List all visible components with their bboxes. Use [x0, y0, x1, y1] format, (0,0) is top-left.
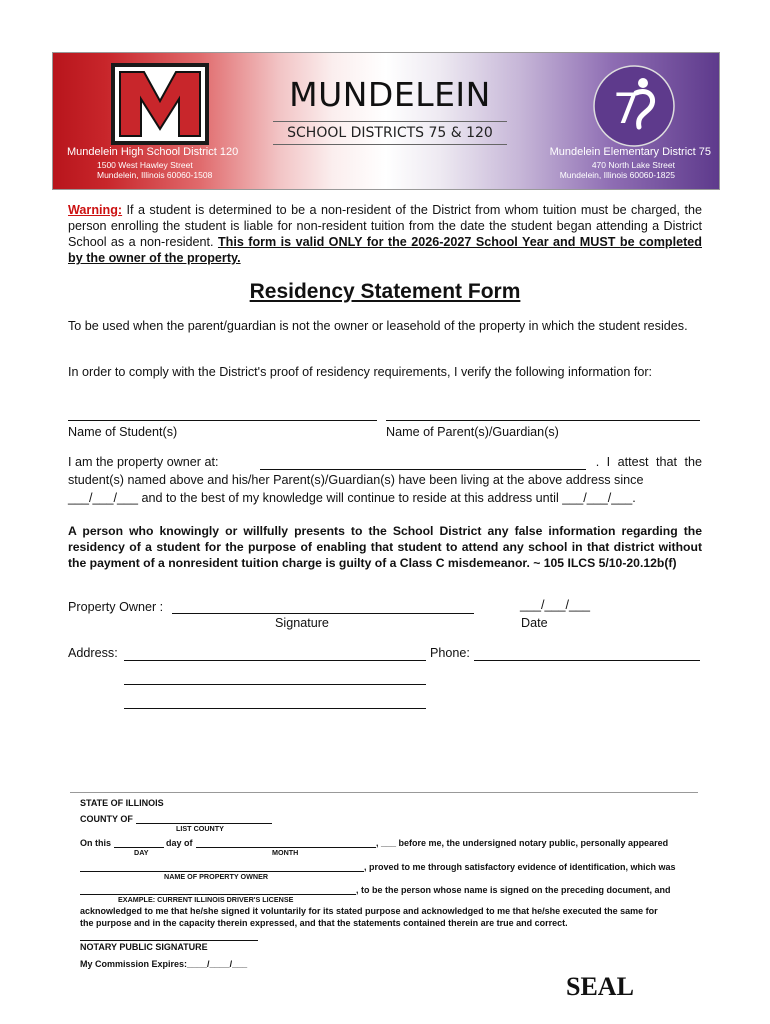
high-school-street: 1500 West Hawley Street: [97, 160, 193, 170]
seal-label: SEAL: [566, 972, 634, 1001]
before-me-text: , ___ before me, the undersigned notary public, personally appeared: [376, 838, 669, 848]
address-field-line-3[interactable]: [124, 708, 426, 709]
proved-text: , proved to me through satisfactory evidence of identification, which was: [364, 862, 676, 872]
notary-divider: [70, 792, 698, 793]
district-banner: [52, 52, 720, 190]
acknowledgement-line-1: acknowledged to me that he/she signed it voluntarily for its stated purpose and acknowledged to me that he/she executed the same for: [80, 906, 658, 916]
elementary-city: Mundelein, Illinois 60060-1825: [559, 170, 675, 180]
high-school-name: Mundelein High School District 120: [67, 146, 239, 158]
warning-emphasis: This form is valid ONLY for the 2026-2027 School Year and MUST be completed by the owner of the property.: [68, 235, 702, 265]
warning-label: Warning:: [68, 203, 123, 217]
address-field-line-2[interactable]: [124, 684, 426, 685]
attest-dates[interactable]: ___/___/___ and to the best of my knowledge will continue to reside at this address until ___/___/___.: [68, 491, 636, 505]
elementary-district-name: Mundelein Elementary District 75: [549, 146, 711, 158]
elementary-district-address: [560, 160, 675, 180]
commission-expires[interactable]: My Commission Expires:____/____/___: [80, 959, 248, 969]
phone-label: Phone:: [430, 646, 470, 660]
parent-name-field[interactable]: [386, 420, 700, 421]
district-75-logo: [593, 65, 675, 147]
banner-subtitle: SCHOOL DISTRICTS 75 & 120: [273, 121, 507, 145]
notary-signature-field[interactable]: [80, 940, 258, 941]
notary-signature-label: NOTARY PUBLIC SIGNATURE: [80, 942, 208, 952]
form-title: Residency Statement Form: [249, 280, 521, 303]
acknowledgement-line-2: the purpose and in the capacity therein expressed, and that the statements contained therein are true and correct.: [80, 918, 568, 928]
banner-title: MUNDELEIN: [289, 75, 491, 114]
month-caption: MONTH: [272, 848, 299, 857]
day-of-label: day of: [166, 838, 193, 848]
student-name-field[interactable]: [68, 420, 377, 421]
svg-text:7: 7: [613, 84, 640, 133]
high-school-address: [97, 160, 212, 180]
phone-field[interactable]: [474, 660, 700, 661]
warning-paragraph: [68, 202, 702, 266]
warning-text: If a student is determined to be a non-resident of the District from whom tuition must be charged, the person enrolling the student is liable for non-resident tuition from the date the student began attending a District School as a non-resident.: [68, 203, 702, 249]
day-caption: DAY: [134, 848, 149, 857]
intro-paragraph-1: To be used when the parent/guardian is not the owner or leasehold of the property in which the student resides.: [68, 319, 688, 333]
notary-county-label: COUNTY OF: [80, 814, 133, 824]
property-address-field[interactable]: [260, 469, 586, 470]
attest-start: I am the property owner at:: [68, 455, 219, 469]
penalty-statement: A person who knowingly or willfully presents to the School District any false information regarding the residency of a student for the purpose of enabling that student to attend any school in that district without the payment of a nonresident tuition charge is guilty of a Class C misdemeanor. ~ 105 ILCS 5/10-20.12b(f): [68, 524, 702, 570]
intro-paragraph-2: In order to comply with the District's proof of residency requirements, I verify the following information for:: [68, 365, 653, 379]
list-county-caption: LIST COUNTY: [176, 824, 224, 833]
elementary-street: 470 North Lake Street: [591, 160, 675, 170]
owner-name-caption: NAME OF PROPERTY OWNER: [164, 872, 269, 881]
signature-label: Signature: [275, 616, 329, 630]
high-school-city: Mundelein, Illinois 60060-1508: [97, 170, 213, 180]
parents-label: Name of Parent(s)/Guardian(s): [386, 425, 559, 439]
notary-state: STATE OF ILLINOIS: [80, 798, 164, 808]
property-owner-label: Property Owner :: [68, 600, 164, 614]
property-owner-signature-field[interactable]: [172, 613, 474, 614]
students-label: Name of Student(s): [68, 425, 178, 439]
on-this-label: On this: [80, 838, 111, 848]
date-label: Date: [521, 616, 548, 630]
owner-date-field[interactable]: ___/___/___: [520, 598, 591, 612]
address-field-line-1[interactable]: [124, 660, 426, 661]
example-caption: EXAMPLE: CURRENT ILLINOIS DRIVER'S LICENSE: [118, 895, 294, 904]
address-label: Address:: [68, 646, 118, 660]
to-be-text: , to be the person whose name is signed on the preceding document, and: [356, 885, 671, 895]
attest-end: . I attest that the: [595, 455, 702, 469]
mundelein-m-logo: [111, 63, 209, 145]
attest-line-2: student(s) named above and his/her Parent(s)/Guardian(s) have been living at the above address since: [68, 473, 644, 487]
